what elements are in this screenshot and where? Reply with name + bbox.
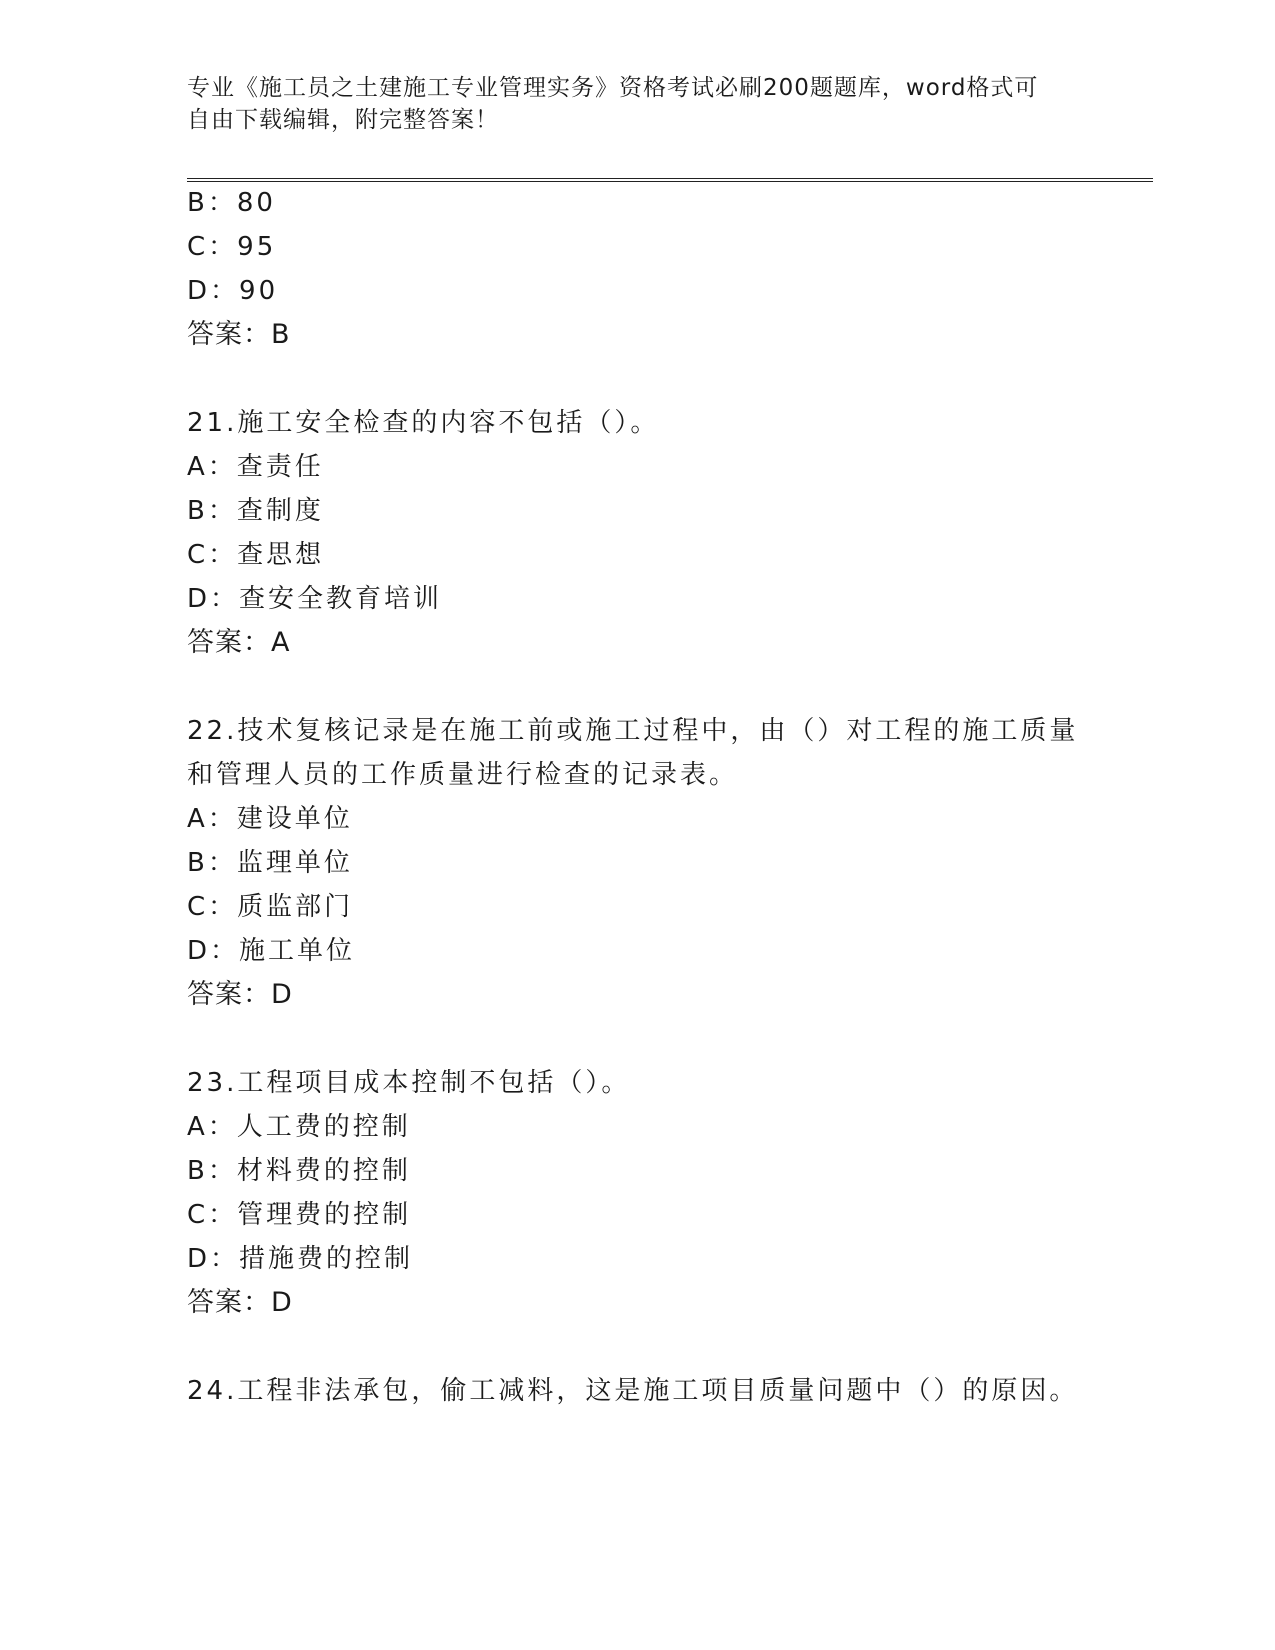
- header-line-1: 专业《施工员之土建施工专业管理实务》资格考试必刷200题题库，word格式可: [187, 75, 1039, 101]
- option-line: B：80: [187, 188, 276, 218]
- option-line: A：查责任: [187, 452, 324, 482]
- option-line: C：管理费的控制: [187, 1200, 412, 1230]
- answer-line: 答案：B: [187, 319, 291, 350]
- document-header: [187, 72, 1087, 136]
- option-line: C：95: [187, 232, 277, 262]
- question-stem: 24.工程非法承包，偷工减料，这是施工项目质量问题中（）的原因。: [187, 1376, 1079, 1406]
- header-line-2: 自由下载编辑，附完整答案！: [187, 107, 499, 133]
- option-line: B：查制度: [187, 496, 324, 526]
- option-line: A：人工费的控制: [187, 1112, 411, 1142]
- question-stem-continued: 和管理人员的工作质量进行检查的记录表。: [187, 760, 739, 790]
- answer-line: 答案：A: [187, 627, 291, 658]
- option-line: D：施工单位: [187, 936, 356, 966]
- option-line: D：措施费的控制: [187, 1244, 414, 1274]
- answer-line: 答案：D: [187, 979, 293, 1010]
- header-divider: [187, 178, 1153, 182]
- answer-line: 答案：D: [187, 1287, 293, 1318]
- question-stem: 21.施工安全检查的内容不包括（）。: [187, 408, 660, 438]
- option-line: D：查安全教育培训: [187, 584, 443, 614]
- option-line: C：质监部门: [187, 892, 354, 922]
- option-line: D：90: [187, 276, 279, 306]
- option-line: A：建设单位: [187, 804, 353, 834]
- question-stem: 23.工程项目成本控制不包括（）。: [187, 1068, 631, 1098]
- question-stem: 22.技术复核记录是在施工前或施工过程中，由（）对工程的施工质量: [187, 716, 1079, 746]
- option-line: C：查思想: [187, 540, 325, 570]
- option-line: B：监理单位: [187, 848, 353, 878]
- option-line: B：材料费的控制: [187, 1156, 411, 1186]
